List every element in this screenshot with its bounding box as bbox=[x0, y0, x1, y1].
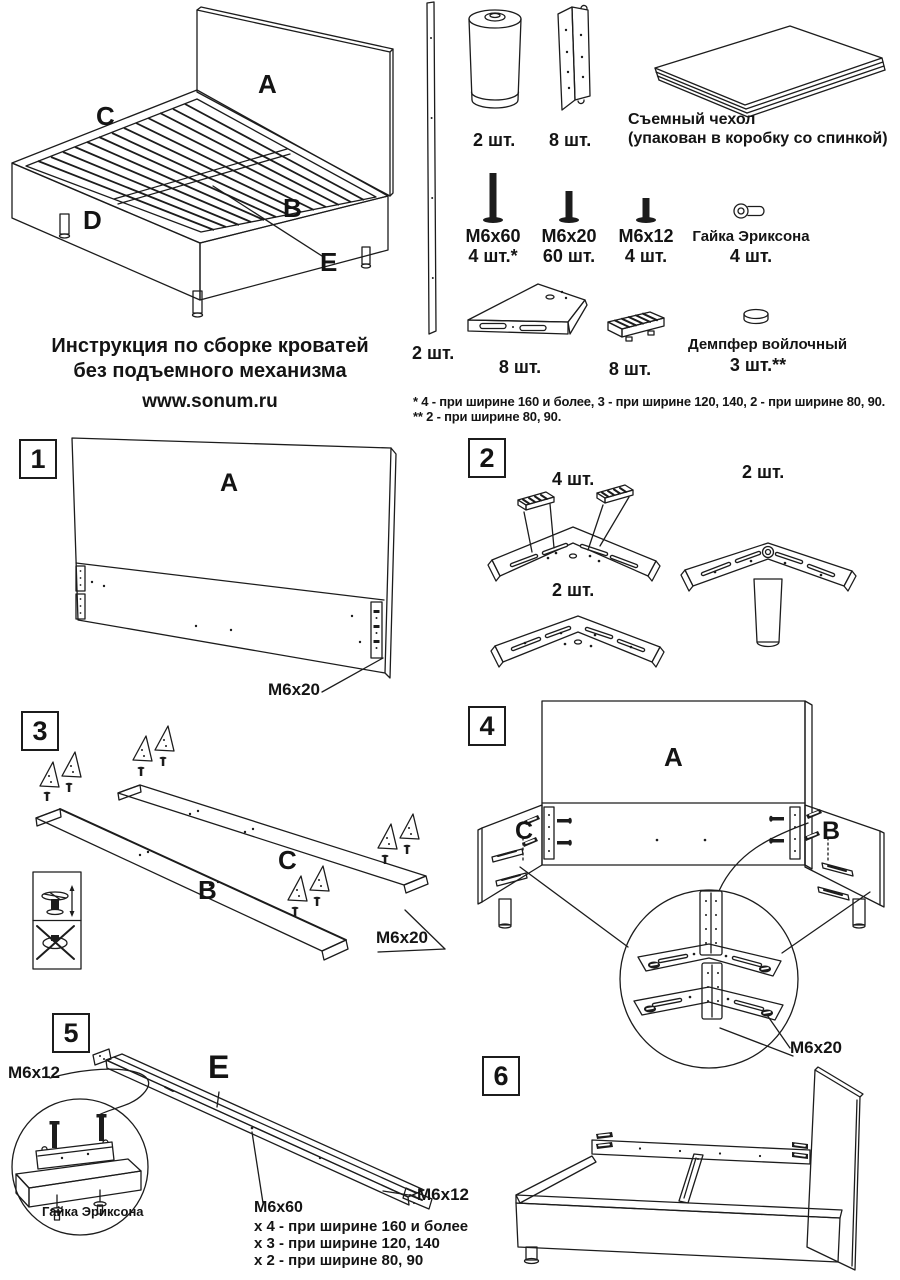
step2-qty-right: 2 шт. bbox=[742, 462, 785, 482]
step3-label-b: B bbox=[198, 875, 217, 905]
slat-qty-label: 2 шт. bbox=[412, 343, 455, 363]
step5-number: 5 bbox=[52, 1013, 90, 1053]
angle-bracket-qty-label: 8 шт. bbox=[549, 130, 592, 150]
step5-note-2: x 3 - при ширине 120, 140 bbox=[254, 1235, 440, 1252]
bolt-m6x12-qty: 4 шт. bbox=[624, 246, 668, 266]
step5-note-1: x 4 - при ширине 160 и более bbox=[254, 1218, 469, 1235]
leg-qty-label: 2 шт. bbox=[473, 130, 516, 150]
damper-qty: 3 шт.** bbox=[729, 355, 787, 375]
bolt-m6x60-qty: 4 шт.* bbox=[468, 246, 518, 266]
step1-label-a: A bbox=[220, 469, 239, 497]
step4-number: 4 bbox=[468, 706, 506, 746]
step5-nut-label: Гайка Эриксона bbox=[42, 1204, 144, 1219]
step4-label-a: A bbox=[664, 742, 683, 772]
step2-drawing bbox=[460, 430, 900, 690]
page-title-line2: без подъемного механизма bbox=[73, 360, 347, 382]
step3-drawing bbox=[0, 700, 460, 1005]
footnote-line2: ** 2 - при ширине 80, 90. bbox=[413, 409, 562, 424]
damper-name: Демпфер войлочный bbox=[688, 336, 848, 353]
slat-part-drawing bbox=[410, 0, 455, 340]
step2-qty-bottom: 2 шт. bbox=[552, 580, 595, 600]
bolt-m6x60-name: M6x60 bbox=[465, 226, 521, 246]
step3-label-c: C bbox=[278, 845, 297, 875]
step6-drawing bbox=[460, 1040, 900, 1280]
step6-number: 6 bbox=[482, 1056, 520, 1096]
parts-list-drawings bbox=[450, 0, 900, 390]
step4-label-b: B bbox=[822, 817, 841, 845]
step2-number: 2 bbox=[468, 438, 506, 478]
bed-overview-drawing bbox=[0, 0, 412, 345]
cover-name-label: Съемный чехол bbox=[628, 111, 756, 128]
step3-number: 3 bbox=[21, 711, 59, 751]
page-title-line1: Инструкция по сборке кроватей bbox=[51, 335, 369, 357]
erikson-nut-qty: 4 шт. bbox=[729, 246, 773, 266]
overview-label-c: C bbox=[96, 101, 115, 131]
overview-label-e: E bbox=[320, 247, 338, 277]
step4-label-c: C bbox=[515, 817, 534, 845]
corner-bracket-qty: 8 шт. bbox=[498, 357, 542, 377]
step5-fastener-right: M6x12 bbox=[417, 1185, 469, 1204]
step4-fastener-label: M6x20 bbox=[790, 1038, 842, 1057]
bolt-m6x20-qty: 60 шт. bbox=[542, 246, 596, 266]
step1-number: 1 bbox=[19, 439, 57, 479]
overview-label-d: D bbox=[83, 205, 102, 235]
bolt-m6x20-name: M6x20 bbox=[541, 226, 597, 246]
step5-note-3: x 2 - при ширине 80, 90 bbox=[254, 1252, 424, 1269]
step2-qty-top: 4 шт. bbox=[552, 469, 595, 489]
website-url: www.sonum.ru bbox=[142, 391, 278, 412]
footnote-line1: * 4 - при ширине 160 и более, 3 - при ширине 120, 140, 2 - при ширине 80, 90. bbox=[413, 394, 886, 409]
step1-fastener-label: M6x20 bbox=[268, 680, 320, 699]
step3-fastener-label: M6x20 bbox=[376, 928, 428, 947]
step5-note-title: M6x60 bbox=[254, 1199, 303, 1216]
overview-label-a: A bbox=[258, 69, 277, 99]
cover-note-label: (упакован в коробку со спинкой) bbox=[628, 130, 888, 147]
overview-label-b: B bbox=[283, 193, 302, 223]
bolt-m6x12-name: M6x12 bbox=[618, 226, 674, 246]
step5-fastener-left: M6x12 bbox=[8, 1063, 60, 1082]
step5-label-e: E bbox=[208, 1049, 230, 1085]
slat-holder-qty: 8 шт. bbox=[608, 359, 652, 379]
erikson-nut-name: Гайка Эриксона bbox=[692, 228, 810, 245]
